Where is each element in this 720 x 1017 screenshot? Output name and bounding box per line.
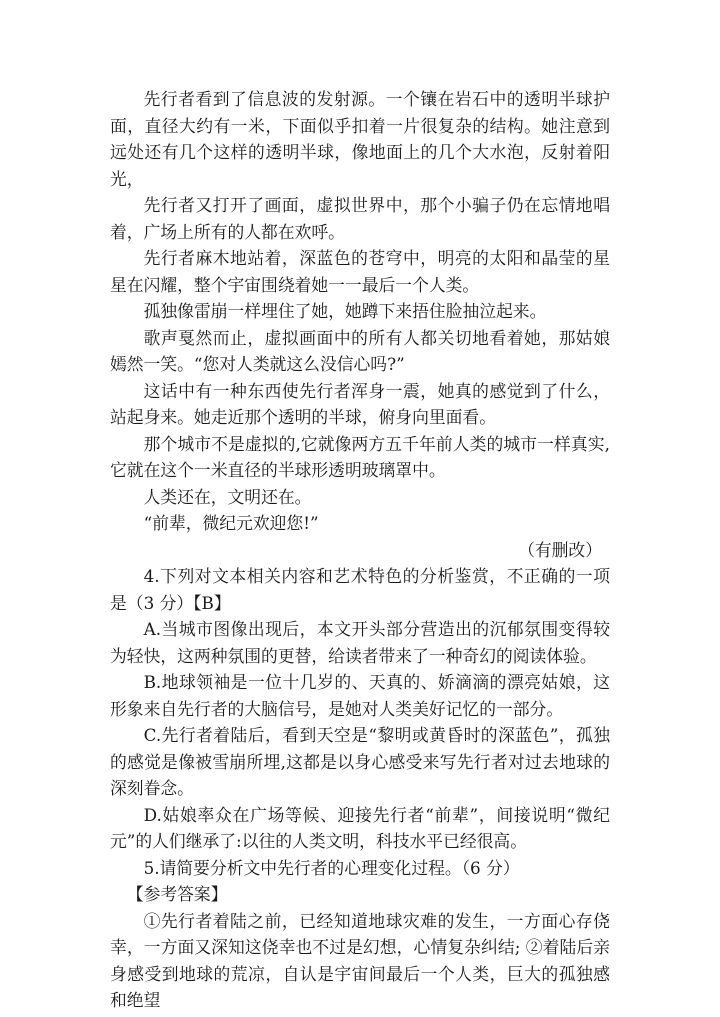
question-4-option-a: A.当城市图像出现后，本文开头部分营造出的沉郁氛围变得较为轻快，这两种氛围的更替，给读者带来了一种奇幻的阅读体验。 [110, 619, 610, 666]
story-paragraph: 歌声戛然而止，虚拟画面中的所有人都关切地看着她，那姑娘嫣然一笑。“您对人类就这么没信心吗?” [110, 327, 610, 374]
question-4-option-c: C.先行者着陆后，看到天空是“黎明或黄昏时的深蓝色”，孤独的感觉是像被雪崩所埋,这都是以身心感受来写先行者对过去地球的深刻眷念。 [110, 725, 610, 798]
question-4-option-d: D.姑娘率众在广场等候、迎接先行者“前辈”，间接说明“微纪元”的人们继承了:以往的人类文明，科技水平已经很高。 [110, 804, 610, 851]
story-paragraph: 人类还在，文明还在。 [143, 486, 312, 507]
story-paragraph: 这话中有一种东西使先行者浑身一震，她真的感觉到了什么，站起身来。她走近那个透明的半球，俯身向里面看。 [110, 380, 610, 427]
story-paragraph: 那个城市不是虚拟的,它就像两方五千年前人类的城市一样真实,它就在这个一米直径的半球形透明玻璃罩中。 [110, 433, 610, 480]
source-note: （有删改） [518, 539, 602, 560]
question-4-stem: 4.下列对文本相关内容和艺术特色的分析鉴赏，不正确的一项是（3 分）【B】 [110, 566, 610, 613]
answer-text: ①先行者着陆之前，已经知道地球灾难的发生，一方面心存侥幸，一方面又深知这侥幸也不过是幻想，心情复杂纠结; ②着陆后亲身感受到地球的荒凉，自认是宇宙间最后一个人类，巨大的孤独感和绝望 [110, 910, 610, 1010]
document-page [110, 86, 610, 1014]
question-4-option-b: B.地球领袖是一位十几岁的、天真的、娇滴滴的漂亮姑娘，这形象来自先行者的大脑信号，是她对人类美好记忆的一部分。 [110, 672, 610, 719]
question-5-stem: 5.请简要分析文中先行者的心理变化过程。（6 分） [143, 857, 520, 878]
story-paragraph: 先行者麻木地站着，深蓝色的苍穹中，明亮的太阳和晶莹的星星在闪耀，整个宇宙围绕着她一一最后一个人类。 [110, 248, 610, 295]
story-paragraph: 孤独像雷崩一样埋住了她，她蹲下来捂住脸抽泣起来。 [143, 301, 547, 321]
story-paragraph: 先行者又打开了画面，虚拟世界中，那个小骗子仍在忘情地唱着，广场上所有的人都在欢呼。 [110, 195, 610, 242]
answer-heading: 【参考答案】 [126, 884, 228, 904]
story-paragraph: “前辈，微纪元欢迎您!” [143, 513, 319, 533]
story-paragraph: 先行者看到了信息波的发射源。一个镶在岩石中的透明半球护面，直径大约有一米，下面似乎扣着一片很复杂的结构。她注意到远处还有几个这样的透明半球，像地面上的几个大水泡，反射着阳光， [110, 89, 610, 189]
